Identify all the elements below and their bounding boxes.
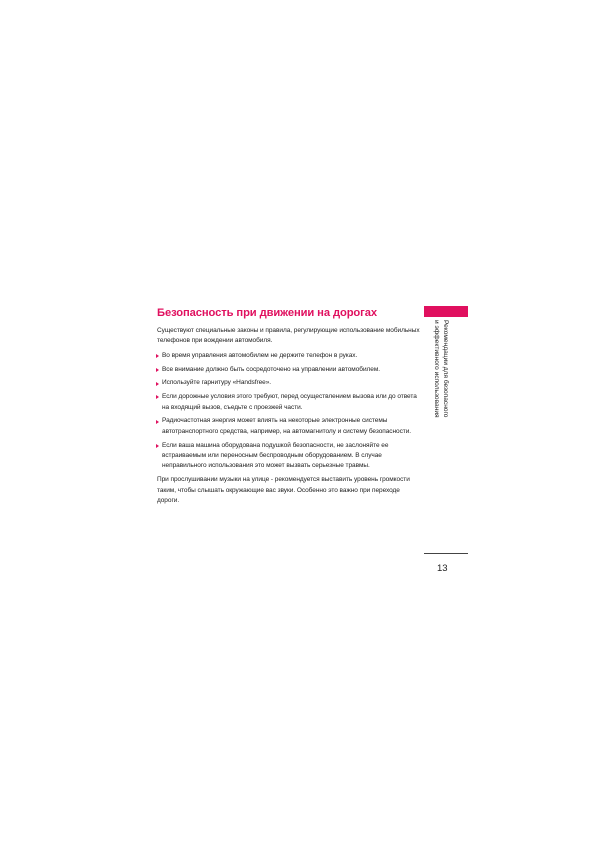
list-item [157, 378, 420, 388]
intro-paragraph: Существуют специальные законы и правила, регулирующие использование мобильных телефонов при вождении автомобиля. [157, 327, 420, 345]
list-item [157, 365, 420, 375]
list-item [157, 351, 420, 361]
chapter-title-line-1: Рекомендации для безопасного [442, 320, 449, 418]
chapter-side-title [424, 320, 450, 455]
list-item [157, 416, 420, 437]
triangle-bullet-icon [156, 382, 159, 386]
triangle-bullet-icon [156, 354, 159, 358]
safety-bullet-list [157, 351, 420, 472]
page-number: 13 [437, 563, 448, 574]
bullet-text: Все внимание должно быть сосредоточено на управлении автомобилем. [162, 365, 381, 373]
bullet-text: Если дорожные условия этого требуют, перед осуществлением вызова или до ответа на входящий вызов, съедьте с проезжей части. [162, 393, 417, 411]
triangle-bullet-icon [156, 420, 159, 424]
triangle-bullet-icon [156, 395, 159, 399]
main-content [157, 307, 420, 506]
section-title: Безопасность при движении на дорогах [157, 307, 377, 319]
triangle-bullet-icon [156, 444, 159, 448]
bullet-text: Используйте гарнитуру «Handsfree». [162, 379, 272, 387]
chapter-color-tab [424, 306, 468, 317]
closing-paragraph: При прослушивании музыки на улице - рекомендуется выставить уровень громкости таким, чтобы слышать окружающие вас звуки. Особенно это важно при переходе дороги. [157, 476, 410, 505]
bullet-text: Во время управления автомобилем не держите телефон в руках. [162, 351, 358, 359]
bullet-text: Радиочастотная энергия может влиять на некоторые электронные системы автотранспортного средства, например, на автомагнитолу и систему безопасности. [162, 417, 412, 435]
list-item [157, 392, 420, 413]
bullet-text: Если ваша машина оборудована подушкой безопасности, не заслоняйте ее встраиваемым или переносным беспроводным оборудованием. В случае неправильного использования это может вызвать серьезные травмы. [162, 441, 389, 470]
list-item [157, 441, 420, 472]
chapter-title-line-2: и эффективного использования [433, 320, 440, 418]
page-number-divider [424, 553, 468, 554]
triangle-bullet-icon [156, 368, 159, 372]
